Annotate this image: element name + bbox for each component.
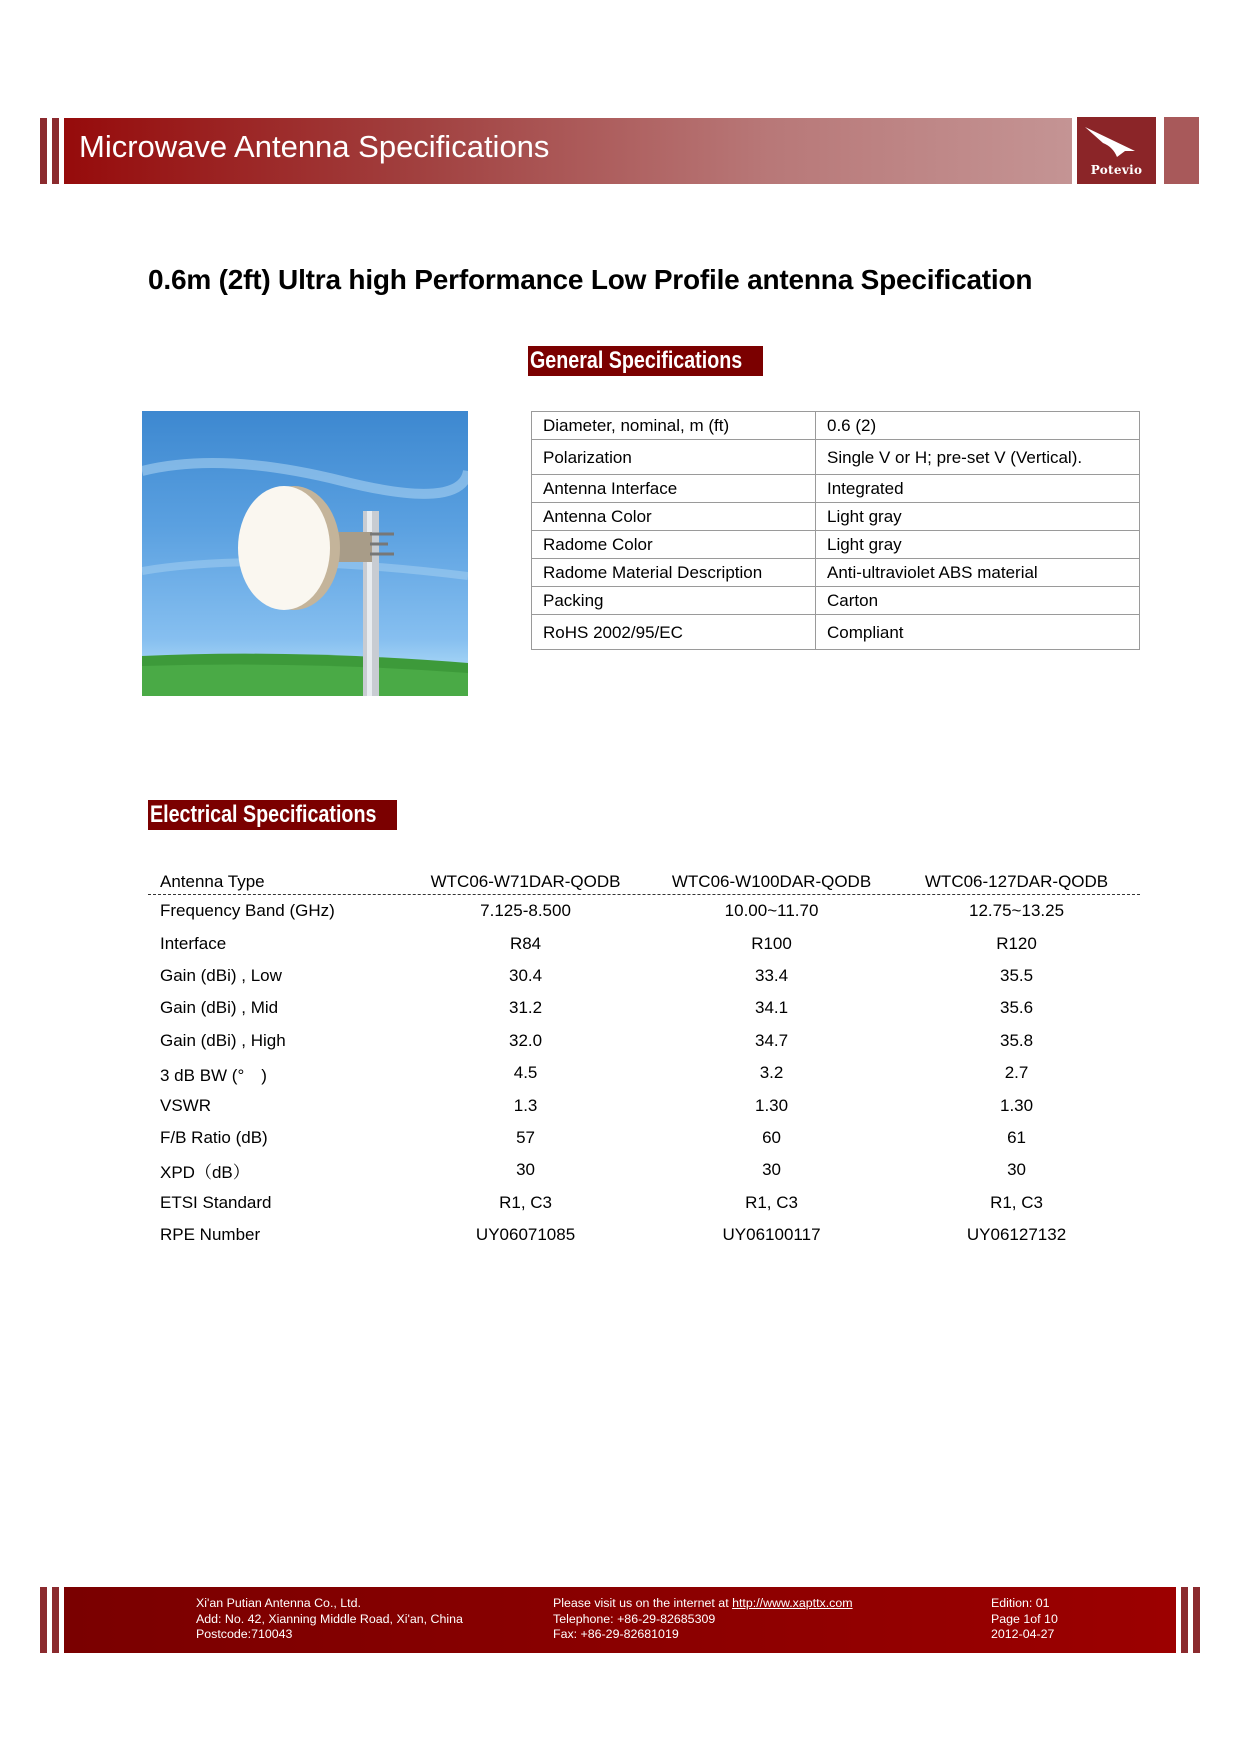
- cell: R100: [751, 933, 792, 953]
- row-label: Gain (dBi) , Mid: [160, 998, 279, 1018]
- row-label: 3 dB BW (° ): [160, 1065, 267, 1085]
- general-specifications-label: General Specifications: [530, 347, 743, 374]
- header-title: Microwave Antenna Specifications: [79, 129, 550, 164]
- electrical-specifications-label: Electrical Specifications: [150, 801, 377, 828]
- table-row: [148, 1187, 1140, 1219]
- table-row: [532, 559, 1140, 587]
- electrical-specifications-heading: [148, 800, 397, 830]
- header-right-block: [1164, 117, 1199, 184]
- spec-value: Integrated: [816, 475, 1140, 503]
- company-name: Xi'an Putian Antenna Co., Ltd.: [196, 1596, 361, 1610]
- table-row: [148, 1219, 1140, 1251]
- table-header-row: [148, 868, 1140, 895]
- row-label: Interface: [160, 933, 227, 953]
- spec-value: Compliant: [816, 615, 1140, 650]
- cell: 7.125-8.500: [480, 901, 571, 921]
- column-header: WTC06-127DAR-QODB: [924, 872, 1109, 891]
- spec-key: Diameter, nominal, m (ft): [532, 412, 816, 440]
- cell: R1, C3: [745, 1192, 798, 1212]
- footer-meta: [991, 1596, 1058, 1643]
- cell: 33.4: [754, 965, 789, 985]
- cell: UY06100117: [722, 1225, 821, 1245]
- spec-key: RoHS 2002/95/EC: [532, 615, 816, 650]
- cell: 3.2: [759, 1063, 784, 1083]
- cell: 61: [1007, 1127, 1026, 1147]
- row-label: Gain (dBi) , High: [160, 1030, 286, 1050]
- table-row: [532, 412, 1140, 440]
- table-row: [148, 1025, 1140, 1057]
- cell: R1, C3: [499, 1192, 553, 1212]
- table-row: [532, 587, 1140, 615]
- spec-value: Light gray: [816, 531, 1140, 559]
- row-label: Frequency Band (GHz): [160, 901, 335, 921]
- cell: 31.2: [509, 998, 543, 1018]
- table-row: [148, 960, 1140, 992]
- cell: 35.5: [999, 965, 1034, 985]
- cell: UY06071085: [475, 1225, 576, 1245]
- table-row: [148, 1057, 1140, 1089]
- spec-value: 0.6 (2): [816, 412, 1140, 440]
- column-header: Antenna Type: [160, 872, 265, 891]
- table-row: [532, 615, 1140, 650]
- table-row: [532, 503, 1140, 531]
- cell: 32.0: [509, 1030, 543, 1050]
- website-link[interactable]: http://www.xapttx.com: [732, 1596, 853, 1610]
- page-title: 0.6m (2ft) Ultra high Performance Low Profile antenna Specification: [148, 264, 1033, 295]
- row-label: ETSI Standard: [160, 1192, 272, 1212]
- cell: 4.5: [513, 1063, 538, 1083]
- table-row: [532, 531, 1140, 559]
- spec-key: Polarization: [532, 440, 816, 475]
- fax: Fax: +86-29-82681019: [553, 1627, 679, 1641]
- row-label: Gain (dBi) , Low: [160, 965, 282, 985]
- spec-key: Radome Material Description: [532, 559, 816, 587]
- page-number: Page 1of 10: [991, 1611, 1058, 1626]
- header-stripe-left-1: [40, 118, 47, 184]
- spec-key: Antenna Color: [532, 503, 816, 531]
- footer-stripe-right-1: [1181, 1587, 1188, 1653]
- header-stripe-left-2: [52, 118, 59, 184]
- cell: 57: [516, 1127, 536, 1147]
- table-row: [148, 1122, 1140, 1154]
- footer-stripe-right-2: [1193, 1587, 1200, 1653]
- cell: 60: [762, 1127, 781, 1147]
- cell: 1.30: [999, 1095, 1034, 1115]
- row-label: XPD（dB）: [160, 1162, 250, 1182]
- table-row: [148, 895, 1140, 927]
- logo-wing-icon: [1077, 117, 1156, 167]
- cell: R120: [996, 933, 1037, 953]
- table-row: [532, 475, 1140, 503]
- column-header: WTC06-W71DAR-QODB: [430, 872, 621, 891]
- row-label: RPE Number: [160, 1225, 261, 1245]
- cell: 10.00~11.70: [724, 901, 819, 921]
- footer-stripe-left-2: [52, 1587, 59, 1653]
- general-specifications-table: [531, 411, 1140, 650]
- spec-value: Single V or H; pre-set V (Vertical).: [816, 440, 1140, 475]
- footer-company: [196, 1596, 463, 1643]
- footer-stripe-left-1: [40, 1587, 47, 1653]
- cell: 30: [1007, 1160, 1026, 1180]
- edition: Edition: 01: [991, 1596, 1050, 1610]
- company-address: Add: No. 42, Xianning Middle Road, Xi'an, China: [196, 1611, 463, 1626]
- visit-prefix: Please visit us on the internet at: [553, 1596, 733, 1610]
- table-row: [148, 1089, 1140, 1121]
- cell: 2.7: [1004, 1063, 1029, 1083]
- spec-value: Light gray: [816, 503, 1140, 531]
- electrical-specifications-table: [148, 868, 1140, 1251]
- telephone: Telephone: +86-29-82685309: [553, 1611, 716, 1626]
- cell: 30: [762, 1160, 781, 1180]
- company-postcode: Postcode:710043: [196, 1627, 293, 1641]
- row-label: F/B Ratio (dB): [160, 1127, 268, 1147]
- cell: 35.6: [999, 998, 1034, 1018]
- cell: R84: [509, 933, 542, 953]
- cell: UY06127132: [966, 1225, 1067, 1245]
- table-row: [148, 992, 1140, 1024]
- footer-contact: [553, 1596, 853, 1643]
- row-label: VSWR: [160, 1095, 211, 1115]
- general-specifications-heading: [528, 346, 763, 376]
- cell: R1, C3: [990, 1192, 1043, 1212]
- spec-key: Radome Color: [532, 531, 816, 559]
- column-header: WTC06-W100DAR-QODB: [671, 872, 872, 891]
- cell: 1.3: [513, 1095, 538, 1115]
- edition-date: 2012-04-27: [991, 1627, 1055, 1641]
- table-row: [148, 927, 1140, 959]
- cell: 30: [516, 1160, 536, 1180]
- cell: 35.8: [999, 1030, 1034, 1050]
- visit-line: [553, 1596, 853, 1612]
- spec-value: Carton: [816, 587, 1140, 615]
- table-row: [148, 1154, 1140, 1186]
- spec-value: Anti-ultraviolet ABS material: [816, 559, 1140, 587]
- spec-key: Antenna Interface: [532, 475, 816, 503]
- antenna-photo: [142, 411, 468, 696]
- potevio-logo: [1077, 117, 1156, 184]
- cell: 12.75~13.25: [969, 901, 1065, 921]
- spec-key: Packing: [532, 587, 816, 615]
- cell: 30.4: [509, 965, 543, 985]
- cell: 34.1: [754, 998, 789, 1018]
- cell: 34.7: [754, 1030, 789, 1050]
- table-row: [532, 440, 1140, 475]
- cell: 1.30: [754, 1095, 789, 1115]
- antenna-illustration: [142, 411, 468, 696]
- logo-text: Potevio: [1090, 163, 1143, 177]
